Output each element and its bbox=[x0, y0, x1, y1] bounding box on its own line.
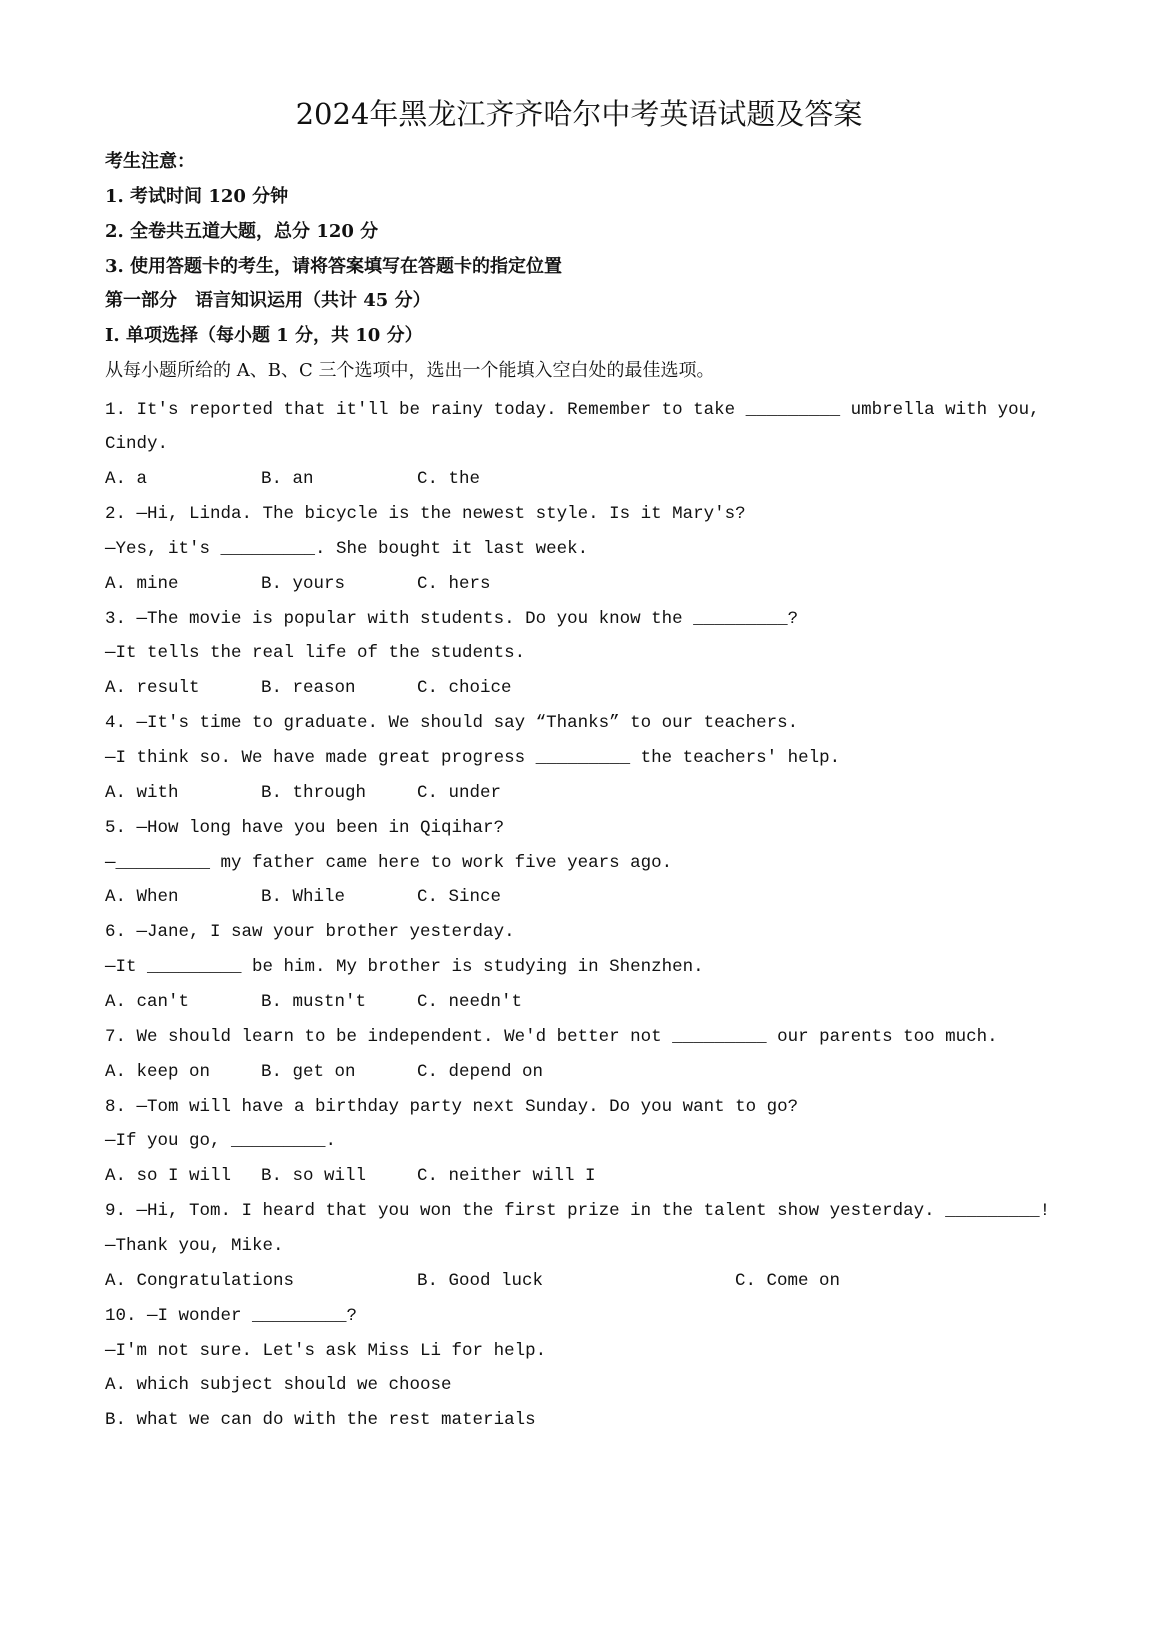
answer-option: B. through bbox=[261, 783, 367, 803]
question-line: Cindy. bbox=[105, 434, 169, 454]
answer-option: C. needn't bbox=[417, 992, 523, 1012]
answer-option: A. result bbox=[105, 678, 200, 698]
section-instruction: 从每小题所给的 A、B、C 三个选项中，选出一个能填入空白处的最佳选项。 bbox=[105, 360, 715, 381]
part-heading: 第一部分 语言知识运用（共计 45 分） bbox=[105, 290, 431, 311]
question-line: —It _________ be him. My brother is studying in Shenzhen. bbox=[105, 957, 704, 977]
answer-option: B. what we can do with the rest materials bbox=[105, 1410, 536, 1430]
answer-option: C. choice bbox=[417, 678, 512, 698]
page-title: 2024年黑龙江齐齐哈尔中考英语试题及答案 bbox=[295, 97, 863, 131]
notice-item: 2. 全卷共五道大题，总分 120 分 bbox=[105, 221, 379, 242]
answer-option: B. Good luck bbox=[417, 1271, 544, 1291]
notice-item: 3. 使用答题卡的考生，请将答案填写在答题卡的指定位置 bbox=[105, 256, 563, 277]
answer-option: C. depend on bbox=[417, 1062, 544, 1082]
answer-option: A. which subject should we choose bbox=[105, 1375, 452, 1395]
question-line: 3. —The movie is popular with students. Do you know the _________? bbox=[105, 609, 799, 629]
question-line: —I think so. We have made great progress _________ the teachers' help. bbox=[105, 748, 841, 768]
answer-option: C. under bbox=[417, 783, 502, 803]
answer-option: B. so will bbox=[261, 1166, 367, 1186]
question-line: 5. —How long have you been in Qiqihar? bbox=[105, 818, 505, 838]
answer-option: A. can't bbox=[105, 992, 190, 1012]
answer-option: A. When bbox=[105, 887, 179, 907]
question-line: 10. —I wonder _________? bbox=[105, 1306, 358, 1326]
question-line: 7. We should learn to be independent. We'd better not _________ our parents too much. bbox=[105, 1027, 998, 1047]
answer-option: B. mustn't bbox=[261, 992, 367, 1012]
answer-option: C. the bbox=[417, 469, 481, 489]
answer-option: A. Congratulations bbox=[105, 1271, 295, 1291]
question-line: —Thank you, Mike. bbox=[105, 1236, 284, 1256]
answer-option: A. mine bbox=[105, 574, 179, 594]
answer-option: B. an bbox=[261, 469, 314, 489]
answer-option: A. so I will bbox=[105, 1166, 232, 1186]
question-line: 9. —Hi, Tom. I heard that you won the first prize in the talent show yesterday. _________! bbox=[105, 1201, 1051, 1221]
answer-option: C. Since bbox=[417, 887, 502, 907]
answer-option: C. neither will I bbox=[417, 1166, 596, 1186]
question-line: 8. —Tom will have a birthday party next Sunday. Do you want to go? bbox=[105, 1097, 799, 1117]
answer-option: A. keep on bbox=[105, 1062, 211, 1082]
question-line: 4. —It's time to graduate. We should say “Thanks” to our teachers. bbox=[105, 713, 799, 733]
answer-option: A. with bbox=[105, 783, 179, 803]
question-line: —_________ my father came here to work five years ago. bbox=[105, 853, 673, 873]
answer-option: A. a bbox=[105, 469, 148, 489]
question-line: —If you go, _________. bbox=[105, 1131, 337, 1151]
question-line: —It tells the real life of the students. bbox=[105, 643, 526, 663]
section-heading: I. 单项选择（每小题 1 分，共 10 分） bbox=[105, 325, 423, 346]
notice-item: 1. 考试时间 120 分钟 bbox=[105, 186, 289, 207]
question-line: 1. It's reported that it'll be rainy today. Remember to take _________ umbrella with you, bbox=[105, 400, 1040, 420]
answer-option: B. reason bbox=[261, 678, 356, 698]
answer-option: B. yours bbox=[261, 574, 346, 594]
answer-option: B. get on bbox=[261, 1062, 356, 1082]
question-line: 6. —Jane, I saw your brother yesterday. bbox=[105, 922, 515, 942]
question-line: 2. —Hi, Linda. The bicycle is the newest style. Is it Mary's? bbox=[105, 504, 746, 524]
answer-option: B. While bbox=[261, 887, 346, 907]
question-line: —Yes, it's _________. She bought it last week. bbox=[105, 539, 589, 559]
answer-option: C. hers bbox=[417, 574, 491, 594]
question-line: —I'm not sure. Let's ask Miss Li for help. bbox=[105, 1341, 547, 1361]
notice-heading: 考生注意： bbox=[105, 151, 195, 172]
answer-option: C. Come on bbox=[735, 1271, 841, 1291]
